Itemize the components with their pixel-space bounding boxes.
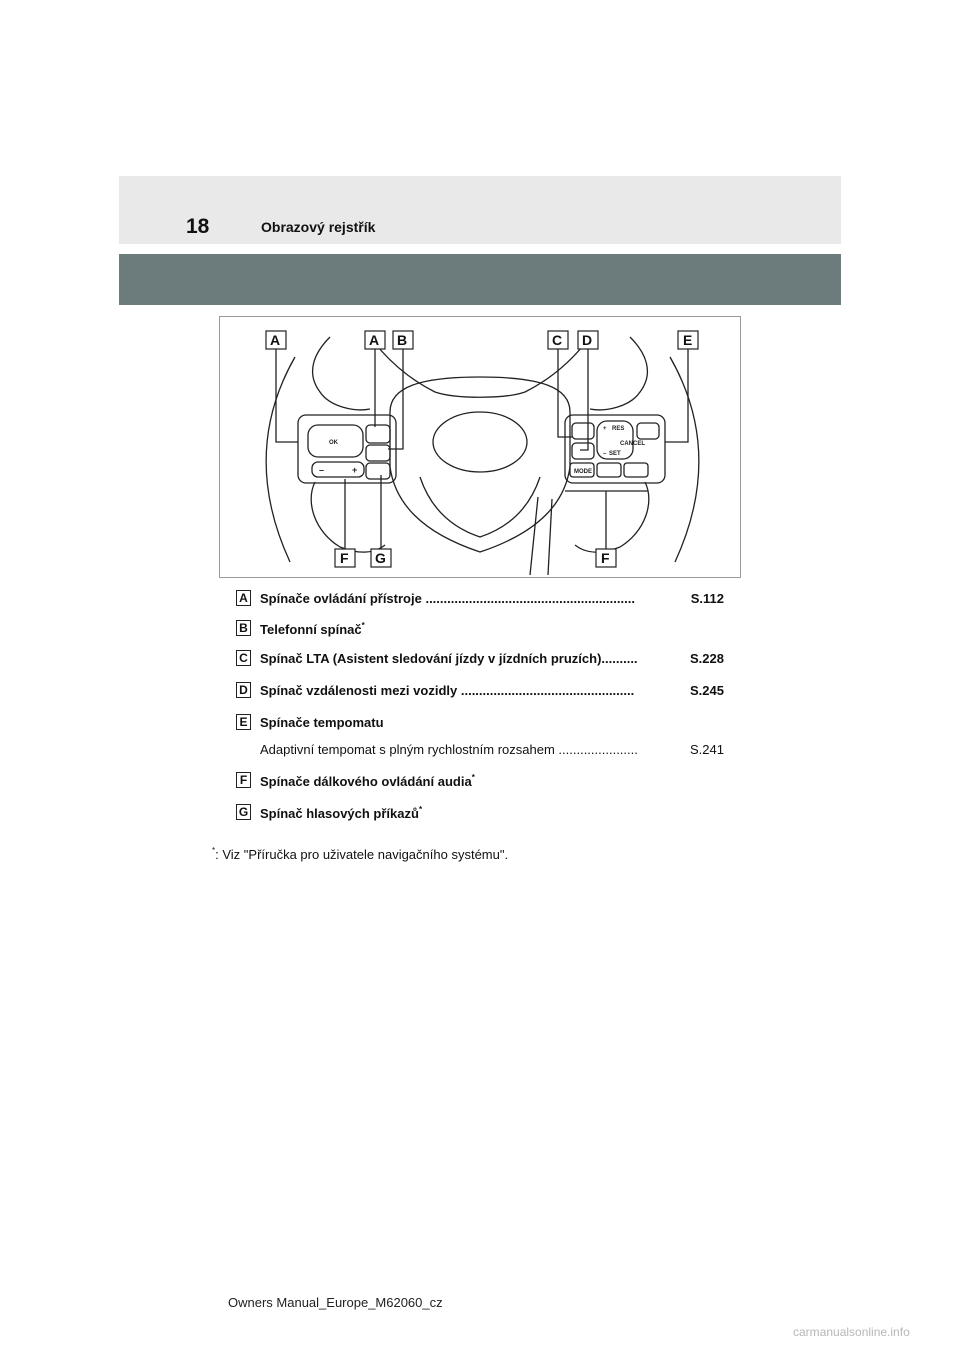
mode-label: MODE xyxy=(574,469,592,475)
section-band xyxy=(119,254,841,305)
leader-f-right xyxy=(565,491,648,549)
entry-badge: F xyxy=(236,772,251,788)
callout-f-right: F xyxy=(601,550,610,566)
footnote: *: Viz "Příručka pro uživatele navigačního systému". xyxy=(212,846,509,862)
entry-f xyxy=(236,772,726,792)
header-band xyxy=(119,176,841,244)
entry-badge: A xyxy=(236,590,251,606)
entry-a xyxy=(236,590,726,610)
footnote-star: * xyxy=(361,621,365,630)
res-label: RES xyxy=(612,426,625,432)
entry-label: Spínače dálkového ovládání audia* xyxy=(260,773,475,789)
volume-plus-label: + xyxy=(352,465,358,475)
center-airbag-ellipse xyxy=(433,412,527,472)
upper-left-spoke xyxy=(313,337,370,410)
page-number: 18 xyxy=(186,215,210,238)
entry-label: Spínače ovládání přístroje .......................................................... xyxy=(260,591,635,606)
back-button xyxy=(366,425,390,443)
lta-button xyxy=(572,423,594,439)
voice-button xyxy=(366,463,390,479)
entry-dots: .......................................................... xyxy=(425,591,635,606)
steering-wheel-illustration xyxy=(220,317,740,577)
entry-badge: G xyxy=(236,804,251,820)
callout-f-left: F xyxy=(340,550,349,566)
entry-label: Spínač LTA (Asistent sledování jízdy v jízdních pruzích).......... xyxy=(260,651,638,666)
sub-entry-adaptive-cruise xyxy=(260,742,726,760)
entry-dots: ................................................ xyxy=(460,683,635,698)
distance-button xyxy=(572,443,594,459)
sub-entry-label: Adaptivní tempomat s plným rychlostním rozsahem ...................... xyxy=(260,742,638,757)
watermark: carmanualsonline.info xyxy=(793,1325,910,1339)
set-label: SET xyxy=(609,451,621,457)
section-title: Obrazový rejstřík xyxy=(261,219,376,235)
wheel-rim-right xyxy=(670,357,699,562)
entry-dots: .......... xyxy=(601,651,638,666)
entry-b xyxy=(236,620,726,640)
entry-e xyxy=(236,714,726,734)
entry-badge: B xyxy=(236,620,251,636)
callout-e: E xyxy=(683,332,693,348)
cruise-main-button xyxy=(637,423,659,439)
lower-left-spoke xyxy=(311,482,385,552)
next-track-button xyxy=(624,463,648,477)
volume-minus-label: – xyxy=(319,465,325,475)
callout-c: C xyxy=(552,332,563,348)
entry-badge: C xyxy=(236,650,251,666)
entry-label: Telefonní spínač* xyxy=(260,621,365,637)
leader-e xyxy=(665,345,688,442)
sub-entry-dots: ...................... xyxy=(558,742,638,757)
entry-badge: E xyxy=(236,714,251,730)
upper-right-spoke xyxy=(590,337,647,410)
cancel-label: CANCEL xyxy=(620,441,645,447)
callout-a-right: A xyxy=(369,332,380,348)
footnote-star: * xyxy=(471,773,475,782)
callout-b: B xyxy=(397,332,408,348)
entry-page-ref: S.228 xyxy=(690,651,724,666)
callout-d: D xyxy=(582,332,593,348)
entry-label: Spínač hlasových příkazů* xyxy=(260,805,423,821)
prev-track-button xyxy=(597,463,621,477)
hub-inner-line xyxy=(420,477,540,537)
res-plus-label: + xyxy=(603,426,607,432)
hub-outline xyxy=(390,377,570,552)
entry-c xyxy=(236,650,726,670)
entry-label: Spínače tempomatu xyxy=(260,715,384,730)
lower-right-spoke xyxy=(575,482,649,552)
steering-wheel-figure xyxy=(219,316,741,578)
set-minus-label: – xyxy=(603,451,607,457)
lower-column-line-1 xyxy=(530,497,538,575)
entry-badge: D xyxy=(236,682,251,698)
entry-page-ref: S.245 xyxy=(690,683,724,698)
footnote-star: * xyxy=(418,805,423,814)
entry-d xyxy=(236,682,726,702)
footer-text: Owners Manual_Europe_M62060_cz xyxy=(228,1295,443,1310)
callout-a-left: A xyxy=(270,332,281,348)
sub-entry-page-ref: S.241 xyxy=(690,742,724,757)
phone-button xyxy=(366,445,390,461)
entry-g xyxy=(236,804,726,824)
leader-d xyxy=(580,345,588,450)
footnote-star: * xyxy=(212,846,216,855)
leader-a-left xyxy=(276,345,298,442)
ok-label: OK xyxy=(329,440,338,446)
entry-page-ref: S.112 xyxy=(690,591,724,606)
wheel-rim-left xyxy=(266,357,295,562)
entry-label: Spínač vzdálenosti mezi vozidly ................................................ xyxy=(260,683,635,698)
callout-g: G xyxy=(375,550,386,566)
